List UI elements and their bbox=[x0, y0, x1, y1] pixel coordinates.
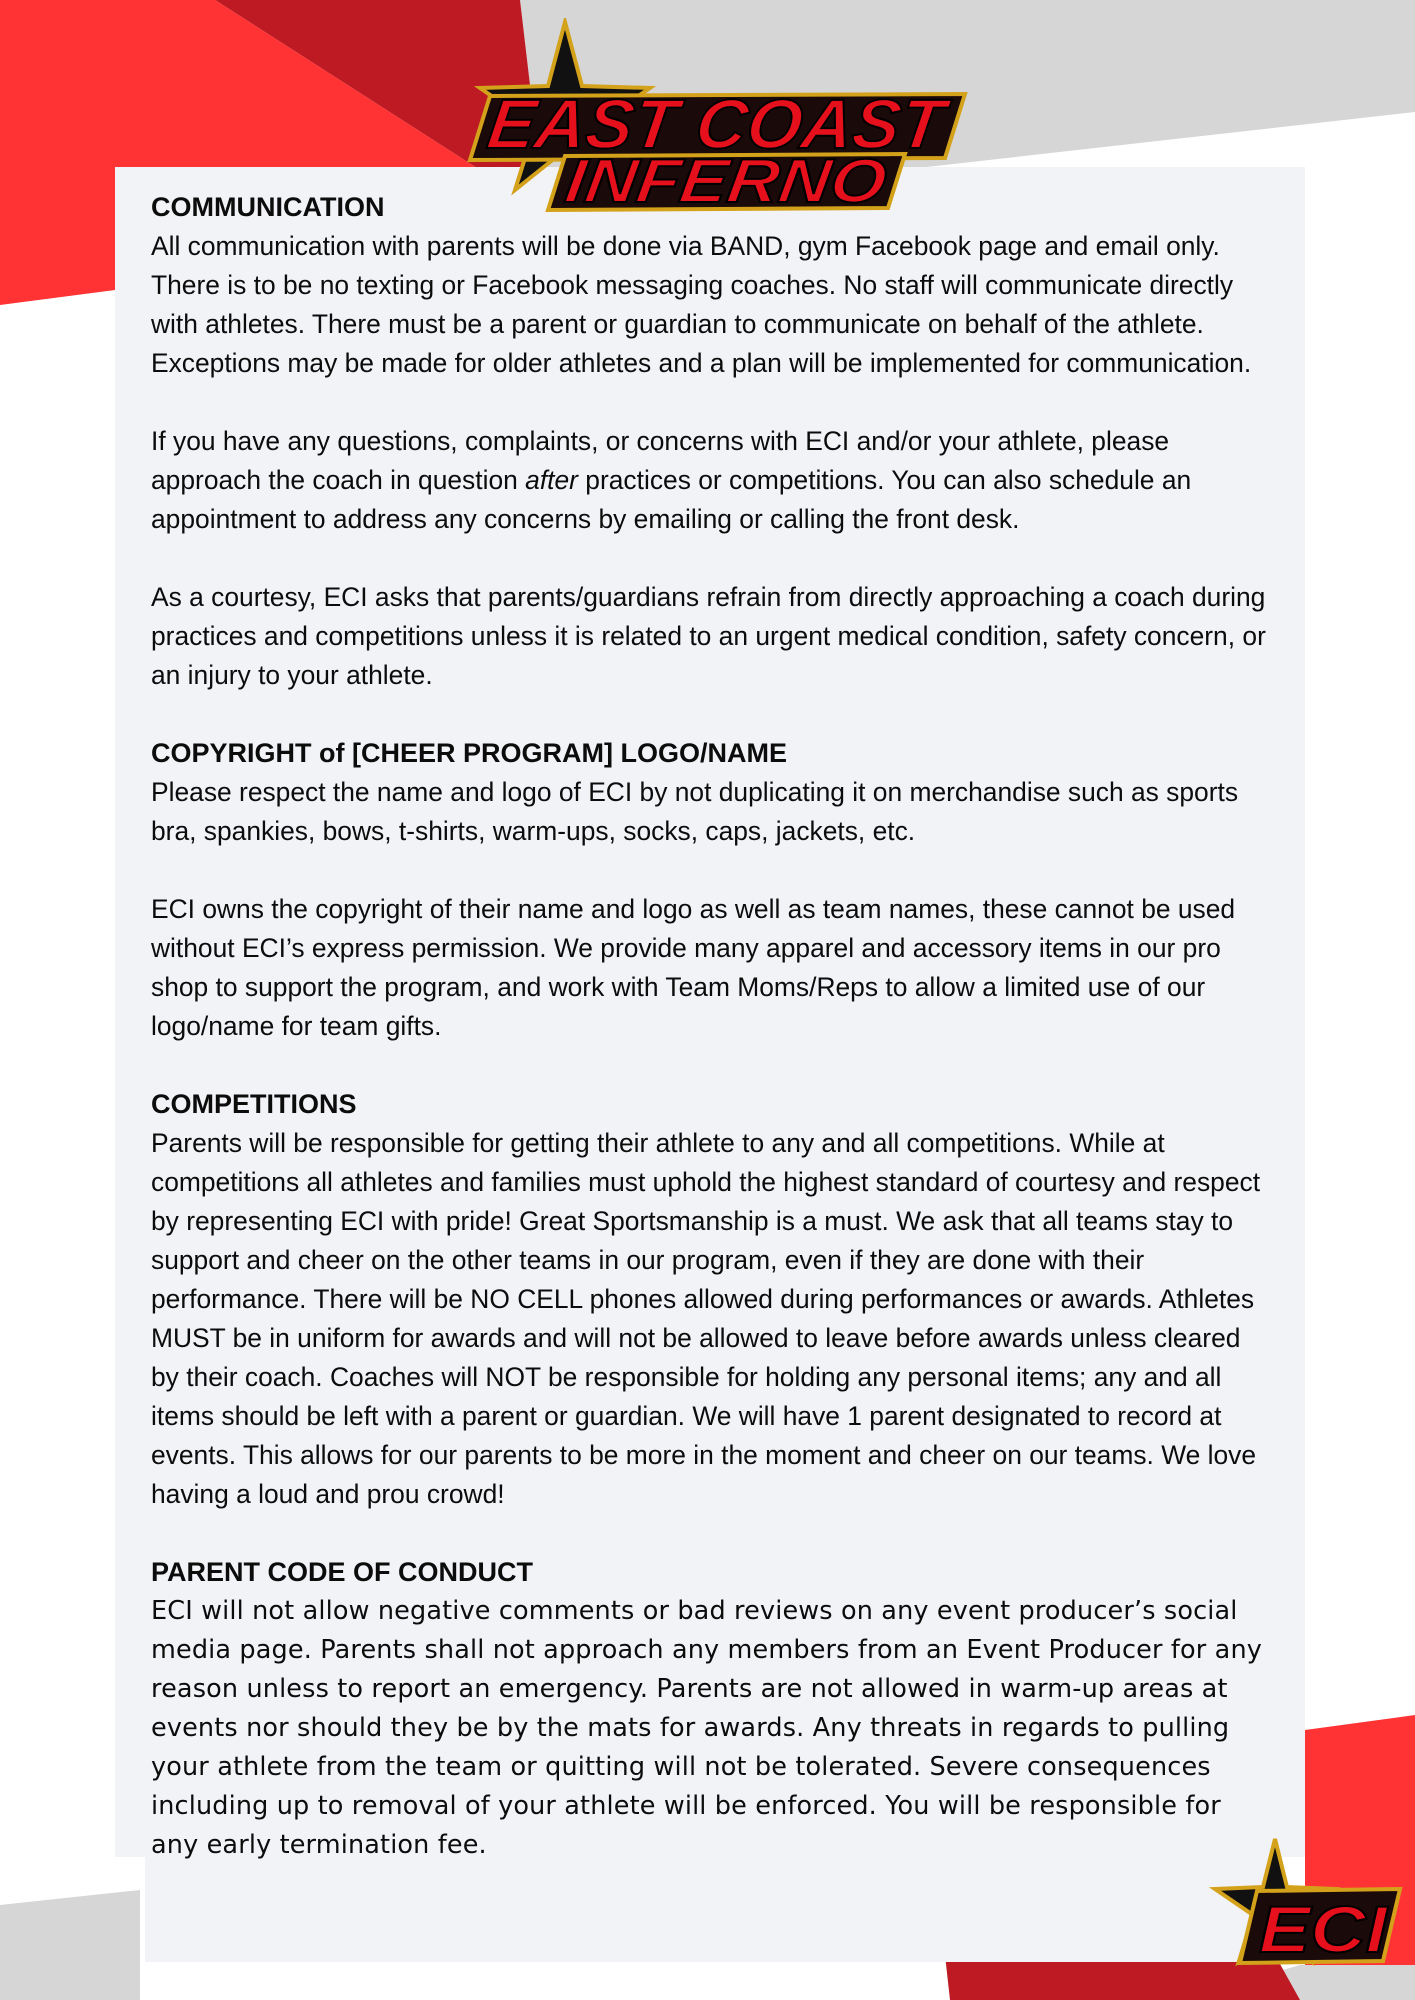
communication-heading: COMMUNICATION bbox=[151, 192, 385, 222]
conduct-heading: PARENT CODE OF CONDUCT bbox=[151, 1557, 533, 1587]
eci-badge-text: ECI bbox=[1259, 1892, 1389, 1966]
copyright-section bbox=[151, 734, 1271, 1046]
communication-section bbox=[151, 188, 1271, 695]
grey-bottom-shape bbox=[0, 1890, 140, 2000]
copyright-heading: COPYRIGHT of [CHEER PROGRAM] LOGO/NAME bbox=[151, 738, 787, 768]
communication-paragraph-2 bbox=[151, 422, 1271, 539]
competitions-section bbox=[151, 1085, 1271, 1514]
conduct-paragraph-1: ECI will not allow negative comments or bad reviews on any event producer’s social media page. Parents shall not approach any members from an Event Producer for any reason unless to report an emergency. Parents are not allowed in warm-up areas at events nor should they be by the mats for awards. Any threats in regards to pulling your athlete from the team or quitting will not be tolerated. Severe consequences including up to removal of your athlete will be enforced. You will be responsible for any early termination fee. bbox=[151, 1596, 1263, 1860]
document-body bbox=[151, 188, 1271, 1865]
conduct-section bbox=[151, 1553, 1271, 1865]
copyright-paragraph-1: Please respect the name and logo of ECI by not duplicating it on merchandise such as sports bra, spankies, bows, t-shirts, warm-ups, socks, caps, jackets, etc. bbox=[151, 777, 1239, 846]
communication-paragraph-3: As a courtesy, ECI asks that parents/guardians refrain from directly approaching a coach during practices and competitions unless it is related to an urgent medical condition, safety concern, or an injury to your athlete. bbox=[151, 582, 1266, 690]
logo-line1: EAST COAST bbox=[483, 84, 946, 163]
logo-line2: INFERNO bbox=[561, 147, 850, 216]
content-panel-extension bbox=[145, 1850, 1275, 1962]
communication-paragraph-2-end: practices or competitions. You can also schedule an appointment to address any concerns by emailing or calling the front desk. bbox=[151, 465, 1192, 534]
competitions-paragraph-1: Parents will be responsible for getting their athlete to any and all competitions. While at competitions all athletes and families must uphold the highest standard of courtesy and respect by representing ECI with pride! Great Sportsmanship is a must. We ask that all teams stay to support and cheer on the other teams in our program, even if they are done with their performance. There will be NO CELL phones allowed during performances or awards. Athletes MUST be in uniform for awards and will not be allowed to leave before awards unless cleared by their coach. Coaches will NOT be responsible for holding any personal items; any and all items should be left with a parent or guardian. We will have 1 parent designated to record at events. This allows for our parents to be more in the moment and cheer on our teams. We love having a loud and prou crowd! bbox=[151, 1128, 1261, 1509]
copyright-paragraph-2: ECI owns the copyright of their name and logo as well as team names, these cannot be used without ECI’s express permission. We provide many apparel and accessory items in our pro shop to support the program, and work with Team Moms/Reps to allow a limited use of our logo/name for team gifts. bbox=[151, 894, 1236, 1041]
communication-paragraph-1: All communication with parents will be done via BAND, gym Facebook page and email only. There is to be no texting or Facebook messaging coaches. No staff will communicate directly with athletes. There must be a parent or guardian to communicate on behalf of the athlete. Exceptions may be made for older athletes and a plan will be implemented for communication. bbox=[151, 231, 1252, 378]
communication-paragraph-2-start: If you have any questions, complaints, or concerns with ECI and/or your athlete, please approach the coach in question bbox=[151, 426, 1170, 495]
communication-paragraph-2-emphasis: after bbox=[525, 465, 578, 495]
competitions-heading: COMPETITIONS bbox=[151, 1089, 357, 1119]
